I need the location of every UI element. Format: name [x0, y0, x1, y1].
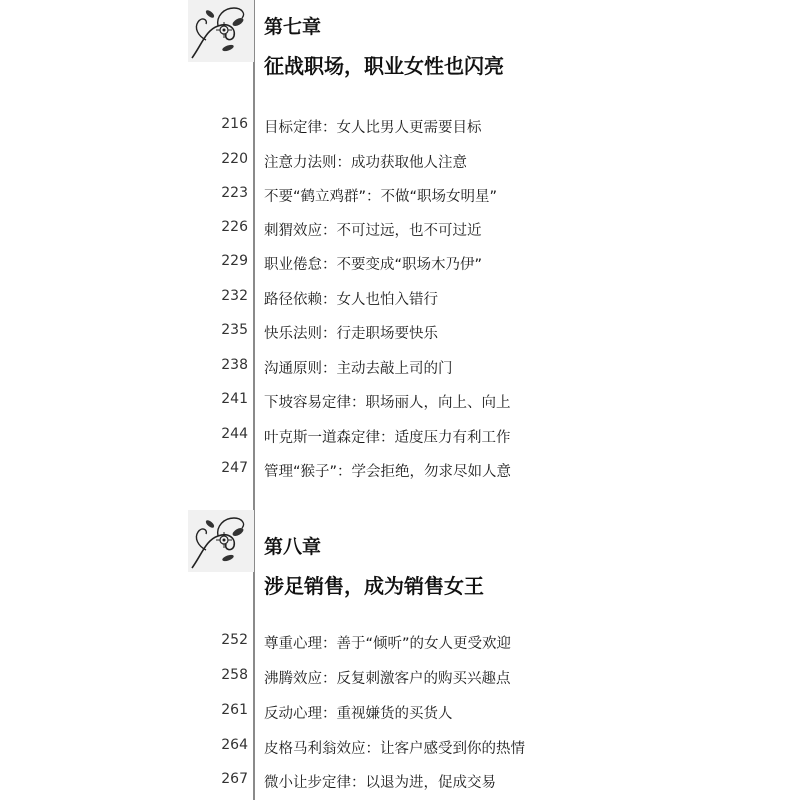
entry-title: 微小让步定律：以退为进，促成交易 [264, 775, 496, 791]
entry-title: 皮格马利翁效应：让客户感受到你的热情 [264, 741, 525, 757]
entry-title: 下坡容易定律：职场丽人，向上、向上 [264, 395, 511, 411]
entry-title: 管理“猴子”：学会拒绝，勿求尽如人意 [264, 464, 512, 480]
toc-entry[interactable] [0, 667, 800, 693]
page-number: 232 [221, 288, 248, 304]
toc-entry[interactable] [0, 460, 800, 486]
page-number: 261 [221, 702, 248, 718]
chapter-title: 征战职场，职业女性也闪亮 [264, 54, 504, 78]
toc-entry[interactable] [0, 253, 800, 279]
page-number: 247 [221, 460, 248, 476]
entry-title: 沸腾效应：反复刺激客户的购买兴趣点 [264, 671, 511, 687]
page-number: 238 [221, 357, 248, 373]
toc-entry[interactable] [0, 151, 800, 177]
page-number: 229 [221, 253, 248, 269]
page-number: 226 [221, 219, 248, 235]
page-number: 258 [221, 667, 248, 683]
entry-title: 反动心理：重视嫌货的买货人 [264, 706, 453, 722]
toc-entry[interactable] [0, 322, 800, 348]
chapter-number: 第七章 [264, 16, 322, 38]
page-number: 235 [221, 322, 248, 338]
page-number: 241 [221, 391, 248, 407]
entry-title: 快乐法则：行走职场要快乐 [264, 326, 438, 342]
entry-title: 目标定律：女人比男人更需要目标 [264, 120, 482, 136]
page-number: 267 [221, 771, 248, 787]
entry-title: 注意力法则：成功获取他人注意 [264, 155, 467, 171]
entry-title: 刺猬效应：不可过远，也不可过近 [264, 223, 482, 239]
page-number: 223 [221, 185, 248, 201]
page-number: 252 [221, 632, 248, 648]
page-number: 216 [221, 116, 248, 132]
entry-title: 不要“鹤立鸡群”：不做“职场女明星” [264, 189, 498, 205]
toc-entry[interactable] [0, 219, 800, 245]
page-number: 220 [221, 151, 248, 167]
entry-title: 路径依赖：女人也怕入错行 [264, 292, 438, 308]
toc-entry[interactable] [0, 357, 800, 383]
entry-title: 沟通原则：主动去敲上司的门 [264, 361, 453, 377]
chapter-title: 涉足销售，成为销售女王 [264, 574, 484, 598]
page-number: 244 [221, 426, 248, 442]
entry-title: 叶克斯一道森定律：适度压力有利工作 [264, 430, 511, 446]
floral-ornament-icon [188, 0, 254, 62]
toc-entry[interactable] [0, 737, 800, 763]
page-number: 264 [221, 737, 248, 753]
chapter-number: 第八章 [264, 536, 322, 558]
entry-title: 尊重心理：善于“倾听”的女人更受欢迎 [264, 636, 512, 652]
toc-entry[interactable] [0, 185, 800, 211]
entry-title: 职业倦怠：不要变成“职场木乃伊” [264, 257, 483, 273]
toc-entry[interactable] [0, 632, 800, 658]
toc-entry[interactable] [0, 771, 800, 797]
toc-entry[interactable] [0, 116, 800, 142]
toc-entry[interactable] [0, 288, 800, 314]
floral-ornament-icon [188, 510, 254, 572]
toc-entry[interactable] [0, 391, 800, 417]
toc-entry[interactable] [0, 702, 800, 728]
toc-entry[interactable] [0, 426, 800, 452]
